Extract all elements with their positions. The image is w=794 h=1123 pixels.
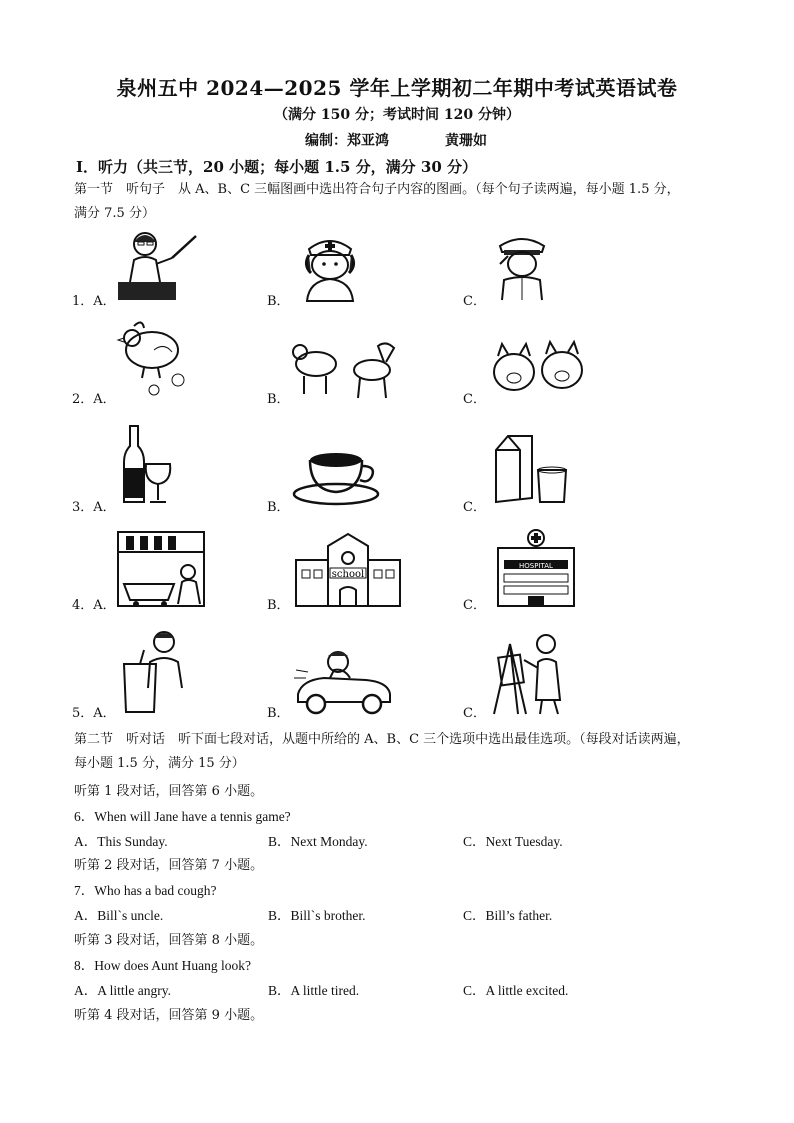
hen-chicks-image xyxy=(114,316,194,400)
question-6: 6．When will Jane have a tennis game? xyxy=(74,809,291,824)
hospital-sign-text: HOSPITAL xyxy=(519,562,553,570)
q3-a-label: 3．A． xyxy=(72,500,116,515)
q2-b-label: B． xyxy=(267,392,290,407)
q3-b-label: B． xyxy=(267,500,290,515)
sheep-goat-image xyxy=(290,334,400,404)
q7-option-b: B．Bill`s brother. xyxy=(268,908,366,923)
teacher-pointer-image xyxy=(112,228,202,304)
pigs-image xyxy=(490,338,586,402)
part1-title-line1: 第一节 听句子 从 A、B、C 三幅图画中选出符合句子内容的图画。（每个句子读两遍，每小题 1.5 分， xyxy=(74,182,680,197)
q5-c-label: C． xyxy=(463,706,486,721)
q5-b-label: B． xyxy=(267,706,290,721)
q2-c-label: C． xyxy=(463,392,486,407)
school-sign-text: school xyxy=(331,569,365,580)
q8-option-b: B．A little tired. xyxy=(268,983,360,998)
editors-line xyxy=(305,130,487,150)
q3-c-label: C． xyxy=(463,500,486,515)
part2-instructions xyxy=(74,728,734,776)
editor-2: 黄珊如 xyxy=(445,133,487,149)
editor-1: 编制：郑亚鸿 xyxy=(305,133,389,149)
q4-b-label: B． xyxy=(267,598,290,613)
supermarket-image xyxy=(114,528,210,610)
police-officer-image xyxy=(492,232,552,304)
hospital-image xyxy=(488,528,584,608)
dialog-4-intro: 听第 4 段对话，回答第 9 小题。 xyxy=(74,1008,264,1023)
q6-option-c: C．Next Tuesday. xyxy=(463,834,563,849)
q1-a-label: 1．A． xyxy=(72,294,116,309)
q1-b-label: B． xyxy=(267,294,290,309)
part1-title-line2: 满分 7.5 分） xyxy=(74,206,155,221)
q6-option-b: B．Next Monday. xyxy=(268,834,368,849)
driving-car-image xyxy=(294,644,394,716)
exam-title: 泉州五中 2024—2025 学年上学期初二年期中考试英语试卷 xyxy=(116,76,678,100)
q8-option-c: C．A little excited. xyxy=(463,983,569,998)
milk-carton-glass-image xyxy=(490,430,574,506)
q1-c-label: C． xyxy=(463,294,486,309)
q2-a-label: 2．A． xyxy=(72,392,116,407)
q4-c-label: C． xyxy=(463,598,486,613)
dialog-3-intro: 听第 3 段对话，回答第 8 小题。 xyxy=(74,933,264,948)
dialog-1-intro: 听第 1 段对话，回答第 6 小题。 xyxy=(74,784,264,799)
painter-easel-image xyxy=(484,630,576,716)
section-heading: Ⅰ．听力（共三节，20 小题；每小题 1.5 分，满分 30 分） xyxy=(76,158,477,176)
part2-title-line1: 第二节 听对话 听下面七段对话，从题中所给的 A、B、C 三个选项中选出最佳选项。（每段对话读两遍， xyxy=(74,732,690,747)
q6-option-a: A．This Sunday. xyxy=(74,834,168,849)
q5-a-label: 5．A． xyxy=(72,706,116,721)
part2-title-line2: 每小题 1.5 分，满分 15 分） xyxy=(74,756,245,771)
coffee-cup-image xyxy=(292,446,382,506)
school-building-image xyxy=(292,530,404,608)
part1-instructions xyxy=(74,178,734,226)
q7-option-c: C．Bill’s father. xyxy=(463,908,553,923)
question-8: 8．How does Aunt Huang look? xyxy=(74,958,251,973)
speaker-podium-image xyxy=(120,628,192,714)
exam-subtitle: （满分 150 分；考试时间 120 分钟） xyxy=(274,107,520,123)
wine-bottle-glass-image xyxy=(120,422,176,506)
q7-option-a: A．Bill`s uncle. xyxy=(74,908,164,923)
q4-a-label: 4．A． xyxy=(72,598,116,613)
nurse-image xyxy=(295,235,365,305)
dialog-2-intro: 听第 2 段对话，回答第 7 小题。 xyxy=(74,858,264,873)
question-7: 7．Who has a bad cough? xyxy=(74,883,217,898)
q8-option-a: A．A little angry. xyxy=(74,983,171,998)
